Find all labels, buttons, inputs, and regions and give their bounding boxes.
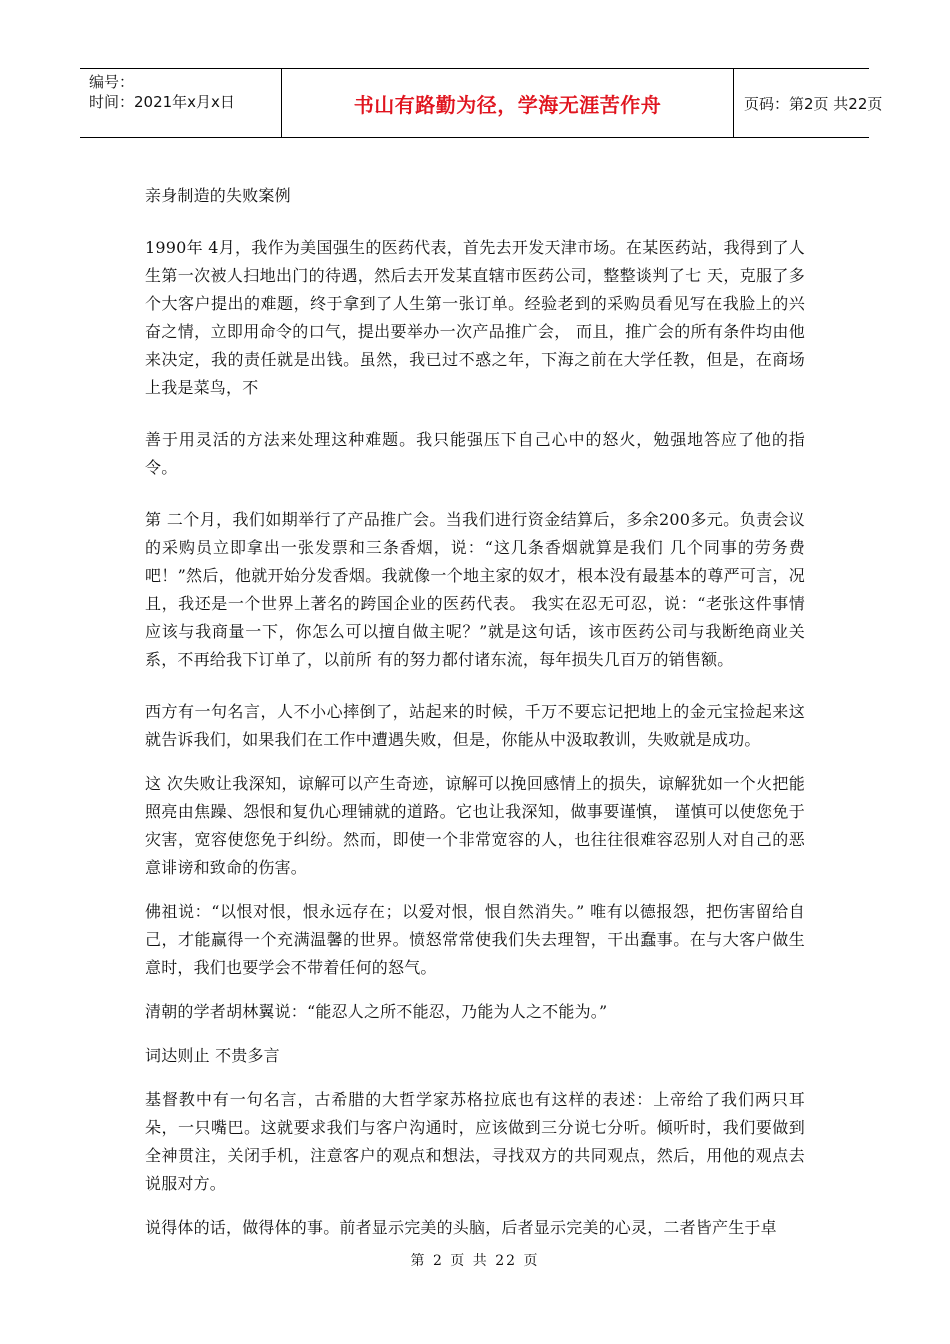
section-title: 亲身制造的失败案例	[145, 186, 291, 205]
page-footer: 第 2 页 共 22 页	[410, 1253, 540, 1269]
document-header	[80, 68, 883, 138]
document-time-label: 时间：2021年x月x日	[89, 93, 235, 111]
body-paragraph: 第 二个月，我们如期举行了产品推广会。当我们进行资金结算后，多余200多元。负责会议的采购员立即拿出一张发票和三条香烟，说：“这几条香烟就算是我们 几个同事的劳务费吧！”然后，他就开始分发香烟。我就像一个地主家的奴才，根本没有最基本的尊严可言，况且，我还是一个世界上著名的跨国企业的医药代表。 我实在忍无可忍，说：“老张这件事情应该与我商量一下，你怎么可以擅自做主呢？”就是这句话，该市医药公司与我断绝商业关系，不再给我下订单了，以前所 有的努力都付诸东流，每年损失几百万的销售额。	[145, 510, 805, 669]
document-code-label: 编号：	[89, 73, 135, 91]
header-meta-cell	[80, 69, 281, 137]
body-paragraph: 这 次失败让我深知，谅解可以产生奇迹，谅解可以挽回感情上的损失，谅解犹如一个火把能照亮由焦躁、怨恨和复仇心理铺就的道路。它也让我深知，做事要谨慎， 谨慎可以使您免于灾害，宽容使您免于纠纷。然而，即使一个非常宽容的人，也往往很难容忍别人对自己的恶意诽谤和致命的伤害。	[145, 774, 805, 877]
header-divider	[733, 69, 734, 137]
body-paragraph: 佛祖说：“以恨对恨，恨永远存在；以爱对恨，恨自然消失。” 唯有以德报怨，把伤害留给自己，才能赢得一个充满温馨的世界。愤怒常常使我们失去理智，干出蠢事。在与大客户做生意时，我们也要学会不带着任何的怒气。	[145, 902, 805, 977]
body-paragraph: 清朝的学者胡林翼说：“能忍人之所不能忍，乃能为人之不能为。”	[145, 1002, 608, 1021]
header-page-number: 页码：第2页 共22页	[744, 94, 883, 113]
body-paragraph: 基督教中有一句名言，古希腊的大哲学家苏格拉底也有这样的表述：上帝给了我们两只耳朵，一只嘴巴。这就要求我们与客户沟通时，应该做到三分说七分听。倾听时，我们要做到全神贯注，关闭手机，注意客户的观点和想法，寻找双方的共同观点，然后，用他的观点去说服对方。	[145, 1090, 805, 1193]
section-title: 词达则止 不贵多言	[145, 1046, 280, 1065]
body-paragraph: 西方有一句名言，人不小心摔倒了，站起来的时候，千万不要忘记把地上的金元宝捡起来这就告诉我们，如果我们在工作中遭遇失败，但是，你能从中汲取教训，失败就是成功。	[145, 702, 805, 749]
body-paragraph: 说得体的话，做得体的事。前者显示完美的头脑，后者显示完美的心灵，二者皆产生于卓	[145, 1218, 777, 1237]
body-paragraph: 善于用灵活的方法来处理这种难题。我只能强压下自己心中的怒火，勉强地答应了他的指令。	[145, 430, 805, 477]
header-motto: 书山有路勤为径，学海无涯苦作舟	[353, 92, 662, 117]
body-paragraph: 1990年 4月，我作为美国强生的医药代表，首先去开发天津市场。在某医药站，我得到了人生第一次被人扫地出门的待遇，然后去开发某直辖市医药公司，整整谈判了七 天，克服了多个大客户提出的难题，终于拿到了人生第一张订单。经验老到的采购员看见写在我脸上的兴奋之情，立即用命令的口气，提出要举办一次产品推广会， 而且，推广会的所有条件均由他来决定，我的责任就是出钱。虽然，我已过不惑之年，下海之前在大学任教，但是，在商场上我是菜鸟，不	[145, 238, 805, 397]
document-body	[145, 182, 805, 1266]
